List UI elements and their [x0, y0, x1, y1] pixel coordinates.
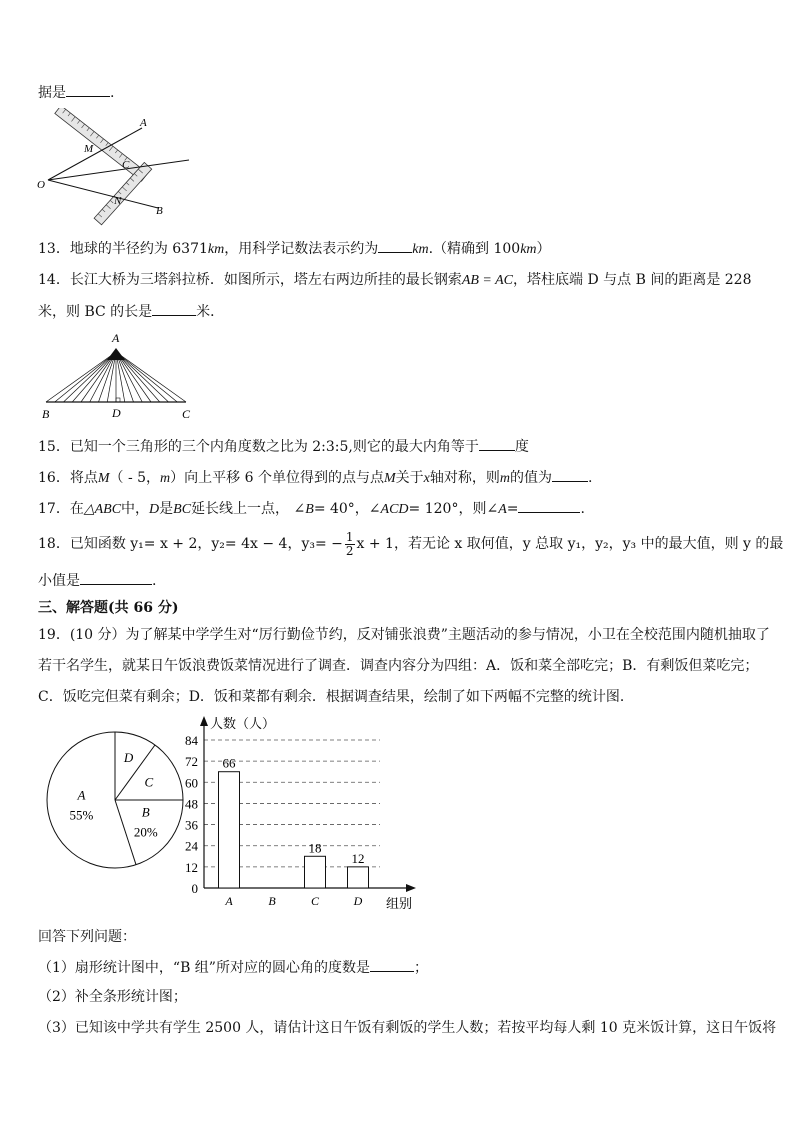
question-14-line1: 14．长江大桥为三塔斜拉桥．如图所示，塔左右两边所挂的最长钢索AB = AC，塔柱底端 D 与点 B 间的距离是 228 — [38, 272, 752, 288]
label-C: C — [122, 159, 130, 171]
section-title: 三、解答题(共 66 分) — [38, 600, 179, 616]
answer-blank[interactable] — [479, 436, 515, 451]
cable — [64, 352, 117, 402]
y-tick-label: 84 — [185, 733, 198, 748]
pie-slice-label: D — [123, 750, 134, 766]
pie-slice-label: B — [141, 804, 150, 820]
y-tick-label: 72 — [185, 754, 198, 770]
label-M: M — [84, 143, 94, 155]
label-O: O — [37, 179, 45, 191]
y-tick-label: 12 — [185, 859, 198, 875]
bar — [348, 867, 369, 888]
cable — [116, 352, 177, 402]
bar-data-label: 12 — [351, 850, 365, 866]
cable — [116, 352, 186, 402]
bar — [219, 772, 240, 888]
bar-data-label: 66 — [222, 755, 236, 771]
y-axis-label: 人数（人） — [210, 716, 276, 731]
cable — [81, 352, 116, 402]
bar-chart — [168, 712, 428, 912]
answer-part-1: （1）扇形统计图中，“B 组”所对应的圆心角的度数是 ； — [38, 957, 428, 978]
x-axis-arrow — [406, 884, 416, 892]
question-16: 16．将点M（ - 5，m）向上平移 6 个单位得到的点与点M关于x轴对称，则m的值为 . — [38, 467, 592, 489]
cable — [116, 352, 151, 402]
answer-blank[interactable] — [378, 238, 412, 253]
ruler-angle-figure — [34, 108, 194, 230]
label-B: B — [156, 205, 163, 217]
label-C: C — [182, 407, 191, 421]
question-13: 13．地球的半径约为 6371km，用科学记数法表示约为 km.（精确到 100km） — [38, 238, 551, 260]
x-tick-label: C — [310, 894, 320, 908]
answer-blank[interactable] — [370, 957, 414, 972]
bar-data-label: 18 — [308, 840, 322, 856]
q12-tail: 据是 . — [38, 82, 114, 103]
cable — [116, 352, 169, 402]
x-tick-label: D — [353, 894, 363, 908]
label-A: A — [112, 331, 120, 345]
pie-slice-label: C — [144, 774, 154, 790]
question-14-line2: 米，则 BC 的长是 米． — [38, 301, 224, 322]
label-B: B — [42, 407, 50, 421]
label-D: D — [112, 406, 121, 420]
pie-divider — [115, 745, 155, 800]
label-A: A — [140, 117, 147, 129]
x-tick-label: B — [268, 894, 276, 908]
cable — [72, 352, 116, 402]
pie-slice-percent: 20% — [133, 824, 158, 840]
question-17: 17．在△ABC中，D是BC延长线上一点， ∠B= 40°，∠ACD= 120°，则∠A= . — [38, 498, 585, 520]
answer-blank[interactable] — [152, 301, 196, 316]
cable — [46, 352, 116, 402]
pie-slice-percent: 55% — [69, 807, 94, 823]
x-tick-label: A — [225, 894, 233, 908]
question-15: 15．已知一个三角形的三个内角度数之比为 2:3:5,则它的最大内角等于 度 — [38, 436, 529, 457]
x-axis-label: 组别 — [386, 896, 413, 911]
y-tick-label: 60 — [185, 775, 198, 791]
answer-blank[interactable] — [80, 570, 152, 585]
question-18-line2: 小值是 . — [38, 570, 156, 591]
upper-ruler — [55, 108, 148, 181]
answers-intro: 回答下列问题： — [38, 929, 136, 945]
y-tick-label: 36 — [185, 817, 198, 833]
y-tick-label: 48 — [185, 796, 198, 812]
answer-blank[interactable] — [552, 467, 588, 482]
fraction-one-half: $\frac{1}{2}$ — [345, 529, 354, 558]
y-tick-label: 0 — [191, 881, 198, 896]
label-N: N — [114, 195, 122, 207]
answer-part-3: （3）已知该中学共有学生 2500 人，请估计这日午饭有剩饭的学生人数；若按平均每人剩 10 克米饭计算，这日午饭将 — [38, 1020, 777, 1036]
bridge-figure — [36, 330, 206, 422]
answer-blank[interactable] — [518, 498, 580, 513]
answer-part-2: （2）补全条形统计图； — [38, 989, 187, 1005]
answer-blank[interactable] — [66, 82, 110, 97]
y-axis-arrow — [200, 716, 208, 726]
bar — [305, 856, 326, 888]
question-19-line1: 19．(10 分）为了解某中学学生对“厉行勤俭节约，反对铺张浪费”主题活动的参与情况，小卫在全校范围内随机抽取了 — [38, 627, 770, 643]
question-19-line3: C．饭吃完但菜有剩余；D．饭和菜都有剩余．根据调查结果，绘制了如下两幅不完整的统计图． — [38, 689, 634, 705]
y-tick-label: 24 — [185, 838, 198, 854]
pie-slice-label: A — [77, 787, 86, 803]
question-19-line2: 若干名学生，就某日午饭浪费饭菜情况进行了调查．调查内容分为四组：A．饭和菜全部吃完；B．有剩饭但菜吃完； — [38, 658, 759, 674]
question-18-line1: 18．已知函数 y₁= x + 2，y₂= 4x − 4，y₃= − $\frac{1}{2}$ x + 1，若无论 x 取何值，y 总取 y₁，y₂，y₃ 中的最大值，则 y 的最 — [38, 529, 784, 558]
cable — [116, 352, 160, 402]
cable — [55, 352, 116, 402]
